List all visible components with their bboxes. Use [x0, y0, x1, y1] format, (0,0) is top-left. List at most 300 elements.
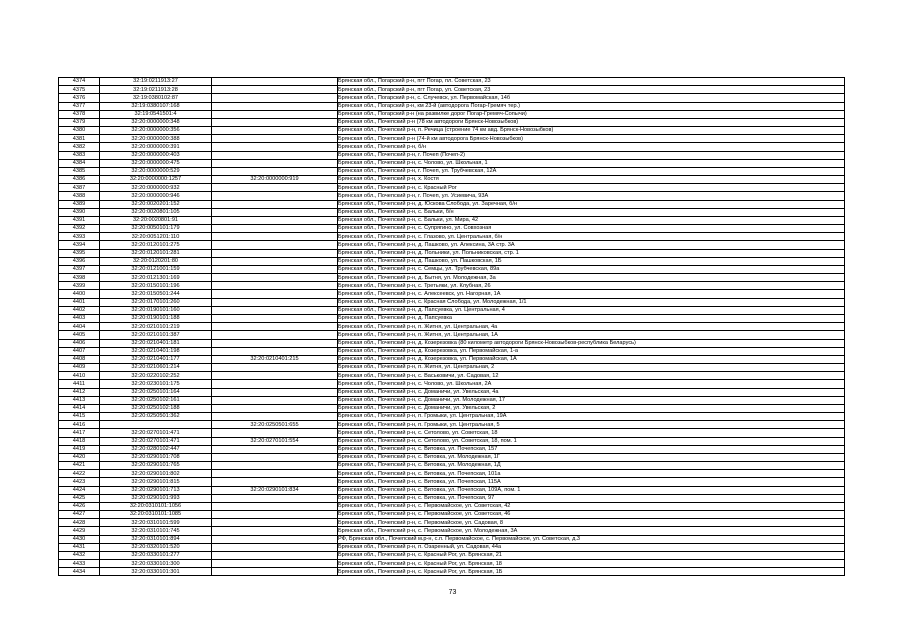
table-row: [59, 462, 845, 470]
address-cell: Брянская обл., Почепский р-н, с. Красный Рог, ул. Брянская, 1Б: [338, 568, 845, 576]
row-number-cell: 4412: [59, 388, 100, 396]
cadastral-number-cell: 32:20:0250501:362: [100, 413, 212, 421]
cadastral-number-cell: 32:20:0121301:169: [100, 274, 212, 282]
table-row: [59, 118, 845, 126]
table-row: [59, 265, 845, 273]
cadastral-number-cell: 32:20:0310101:599: [100, 519, 212, 527]
table-row: [59, 380, 845, 388]
address-cell: Брянская обл., Почепский р-н, п. Житня, ул. Центральная, 1А: [338, 331, 845, 339]
cadastral-number-cell: 32:20:0280102:447: [100, 445, 212, 453]
table-row: [59, 257, 845, 265]
row-number-cell: 4389: [59, 200, 100, 208]
address-cell: Брянская обл., Почепский р-н (74-й км автодорога Брянск-Новозыбков): [338, 135, 845, 143]
address-cell: Брянская обл., Почепский р-н, б/н: [338, 143, 845, 151]
cadastral-number-cell: 32:20:0330101:277: [100, 551, 212, 559]
table-row: [59, 200, 845, 208]
secondary-cadastral-number-cell: [212, 249, 338, 257]
table-row: [59, 298, 845, 306]
table-row: [59, 306, 845, 314]
row-number-cell: 4421: [59, 462, 100, 470]
secondary-cadastral-number-cell: [212, 470, 338, 478]
table-row: [59, 502, 845, 510]
cadastral-number-cell: 32:20:0330101:301: [100, 568, 212, 576]
cadastral-number-cell: 32:20:0170101:260: [100, 298, 212, 306]
secondary-cadastral-number-cell: [212, 110, 338, 118]
address-cell: Брянская обл., Почепский р-н, с. Красный Рог: [338, 184, 845, 192]
row-number-cell: 4431: [59, 543, 100, 551]
table-row: [59, 396, 845, 404]
secondary-cadastral-number-cell: [212, 94, 338, 102]
cadastral-number-cell: 32:20:0000000:388: [100, 135, 212, 143]
cadastral-number-cell: 32:19:0541501:4: [100, 110, 212, 118]
secondary-cadastral-number-cell: [212, 511, 338, 519]
row-number-cell: 4376: [59, 94, 100, 102]
address-cell: Брянская обл., Погарский р-н, км 23-й (автодорога Погар-Гремяч тер.): [338, 102, 845, 110]
secondary-cadastral-number-cell: [212, 339, 338, 347]
address-cell: Брянская обл., Почепский р-н, г. Почеп, ул. Усиевича, 93А: [338, 192, 845, 200]
secondary-cadastral-number-cell: [212, 184, 338, 192]
secondary-cadastral-number-cell: [212, 404, 338, 412]
cadastral-number-cell: 32:20:0000000:475: [100, 159, 212, 167]
secondary-cadastral-number-cell: 32:20:0210401:215: [212, 355, 338, 363]
cadastral-number-cell: 32:20:0250101:164: [100, 388, 212, 396]
table-row: [59, 551, 845, 559]
secondary-cadastral-number-cell: 32:20:0290101:834: [212, 486, 338, 494]
row-number-cell: 4404: [59, 323, 100, 331]
table-row: [59, 135, 845, 143]
table-row: [59, 78, 845, 86]
row-number-cell: 4425: [59, 494, 100, 502]
address-cell: Брянская обл., Почепский р-н, с. Первомайское, ул. Молодежная, 3А: [338, 527, 845, 535]
address-cell: Брянская обл., Почепский р-н, с. Доманичи, ул. Увельская, 4а: [338, 388, 845, 396]
secondary-cadastral-number-cell: [212, 364, 338, 372]
row-number-cell: 4411: [59, 380, 100, 388]
row-number-cell: 4434: [59, 568, 100, 576]
table-row: [59, 233, 845, 241]
table-row: [59, 192, 845, 200]
table-row: [59, 445, 845, 453]
address-cell: Брянская обл., Почепский р-н, д. Козерезовка (80 километр автодороги Брянск-Новозыбков-республика Беларусь): [338, 339, 845, 347]
table-row: [59, 314, 845, 322]
registry-table-body: [59, 78, 845, 576]
address-cell: Брянская обл., Почепский р-н, д. Бытня, ул. Молодежная, 3а: [338, 274, 845, 282]
secondary-cadastral-number-cell: [212, 208, 338, 216]
secondary-cadastral-number-cell: [212, 429, 338, 437]
address-cell: Брянская обл., Погарский р-н (на развилке дорог Погар-Гремяч-Сопычи): [338, 110, 845, 118]
address-cell: Брянская обл., Почепский р-н, с. Глазово, ул. Центральная, б/н: [338, 233, 845, 241]
secondary-cadastral-number-cell: [212, 380, 338, 388]
row-number-cell: 4413: [59, 396, 100, 404]
row-number-cell: 4407: [59, 347, 100, 355]
secondary-cadastral-number-cell: [212, 462, 338, 470]
address-cell: Брянская обл., Почепский р-н, п. Громыки, ул. Центральная, 5: [338, 421, 845, 429]
secondary-cadastral-number-cell: [212, 200, 338, 208]
table-row: [59, 127, 845, 135]
address-cell: Брянская обл., Почепский р-н, с. Доманичи, ул. Увельская, 2: [338, 404, 845, 412]
secondary-cadastral-number-cell: [212, 568, 338, 576]
table-row: [59, 543, 845, 551]
address-cell: Брянская обл., Почепский р-н, п. Житня, ул. Центральная, 4а: [338, 323, 845, 331]
row-number-cell: 4401: [59, 298, 100, 306]
secondary-cadastral-number-cell: [212, 413, 338, 421]
row-number-cell: 4375: [59, 86, 100, 94]
cadastral-number-cell: 32:20:0310101:1056: [100, 502, 212, 510]
row-number-cell: 4423: [59, 478, 100, 486]
secondary-cadastral-number-cell: [212, 118, 338, 126]
table-row: [59, 535, 845, 543]
secondary-cadastral-number-cell: [212, 159, 338, 167]
table-row: [59, 184, 845, 192]
secondary-cadastral-number-cell: [212, 453, 338, 461]
address-cell: Брянская обл., Погарский р-н, с. Случевск, ул. Первомайская, 14б: [338, 94, 845, 102]
table-row: [59, 511, 845, 519]
address-cell: Брянская обл., Почепский р-н, п. Громыки, ул. Центральная, 19А: [338, 413, 845, 421]
address-cell: Брянская обл., Почепский р-н, х. Костя: [338, 176, 845, 184]
secondary-cadastral-number-cell: [212, 192, 338, 200]
table-row: [59, 86, 845, 94]
secondary-cadastral-number-cell: [212, 560, 338, 568]
address-cell: Брянская обл., Почепский р-н, д. Пашково, ул. Пашковская, 1Б: [338, 257, 845, 265]
cadastral-number-cell: 32:20:0250102:161: [100, 396, 212, 404]
secondary-cadastral-number-cell: [212, 314, 338, 322]
cadastral-number-cell: 32:20:0020201:152: [100, 200, 212, 208]
row-number-cell: 4393: [59, 233, 100, 241]
address-cell: Брянская обл., Почепский р-н, с. Первомайское, ул. Советская, 46: [338, 511, 845, 519]
secondary-cadastral-number-cell: [212, 551, 338, 559]
cadastral-number-cell: 32:20:0310101:1085: [100, 511, 212, 519]
row-number-cell: 4416: [59, 421, 100, 429]
table-row: [59, 372, 845, 380]
row-number-cell: 4387: [59, 184, 100, 192]
cadastral-number-cell: 32:20:0020801:105: [100, 208, 212, 216]
row-number-cell: 4386: [59, 176, 100, 184]
cadastral-number-cell: 32:20:0000000:348: [100, 118, 212, 126]
row-number-cell: 4422: [59, 470, 100, 478]
table-row: [59, 151, 845, 159]
table-row: [59, 323, 845, 331]
secondary-cadastral-number-cell: [212, 241, 338, 249]
cadastral-number-cell: 32:20:0290101:993: [100, 494, 212, 502]
secondary-cadastral-number-cell: [212, 167, 338, 175]
address-cell: Брянская обл., Почепский р-н, с. Чолово, ул. Школьная, 1: [338, 159, 845, 167]
address-cell: Брянская обл., Погарский р-н, пгт Погар, ул. Советская, 23: [338, 86, 845, 94]
row-number-cell: 4392: [59, 225, 100, 233]
secondary-cadastral-number-cell: [212, 143, 338, 151]
table-row: [59, 494, 845, 502]
address-cell: Брянская обл., Почепский р-н, п. Житня, ул. Центральная, 2: [338, 364, 845, 372]
row-number-cell: 4405: [59, 331, 100, 339]
row-number-cell: 4398: [59, 274, 100, 282]
table-row: [59, 347, 845, 355]
cadastral-number-cell: 32:20:0150501:244: [100, 290, 212, 298]
cadastral-number-cell: 32:20:0220102:252: [100, 372, 212, 380]
row-number-cell: 4399: [59, 282, 100, 290]
cadastral-number-cell: 32:20:0250102:188: [100, 404, 212, 412]
secondary-cadastral-number-cell: [212, 494, 338, 502]
table-row: [59, 241, 845, 249]
secondary-cadastral-number-cell: [212, 519, 338, 527]
cadastral-number-cell: 32:20:0150101:196: [100, 282, 212, 290]
address-cell: Брянская обл., Почепский р-н, с. Семцы, ул. Трубчевская, 89а: [338, 265, 845, 273]
address-cell: Брянская обл., Почепский р-н, п. Озаренный, ул. Садовая, 44а: [338, 543, 845, 551]
address-cell: Брянская обл., Почепский р-н, с. Третьяки, ул. Клубная, 26: [338, 282, 845, 290]
cadastral-number-cell: 32:20:0270101:471: [100, 429, 212, 437]
address-cell: Брянская обл., Почепский р-н, п. Речица (строение 74 км авд. Брянск-Новозыбков): [338, 127, 845, 135]
cadastral-number-cell: 32:20:0290101:802: [100, 470, 212, 478]
row-number-cell: 4391: [59, 216, 100, 224]
address-cell: Брянская обл., Почепский р-н, с. Витовка, ул. Молодежная, 1Г: [338, 453, 845, 461]
table-row: [59, 486, 845, 494]
table-row: [59, 339, 845, 347]
secondary-cadastral-number-cell: [212, 323, 338, 331]
address-cell: Брянская обл., Почепский р-н, с. Чолово, ул. Школьная, 2А: [338, 380, 845, 388]
table-row: [59, 208, 845, 216]
secondary-cadastral-number-cell: [212, 102, 338, 110]
row-number-cell: 4432: [59, 551, 100, 559]
secondary-cadastral-number-cell: [212, 478, 338, 486]
secondary-cadastral-number-cell: 32:20:0270101:554: [212, 437, 338, 445]
address-cell: Брянская обл., Почепский р-н, д. Козерезовка, ул. Первомайская, 1А: [338, 355, 845, 363]
cadastral-number-cell: 32:20:0290101:765: [100, 462, 212, 470]
cadastral-number-cell: 32:20:0210401:181: [100, 339, 212, 347]
address-cell: Брянская обл., Почепский р-н, с. Первомайское, ул. Садовая, 8: [338, 519, 845, 527]
address-cell: Брянская обл., Почепский р-н, с. Витовка, ул. Почепская, 101а: [338, 470, 845, 478]
secondary-cadastral-number-cell: 32:20:0250501:655: [212, 421, 338, 429]
address-cell: Брянская обл., Почепский р-н, д. Польники, ул. Польниковская, стр. 1: [338, 249, 845, 257]
secondary-cadastral-number-cell: 32:20:0000000:919: [212, 176, 338, 184]
secondary-cadastral-number-cell: [212, 331, 338, 339]
secondary-cadastral-number-cell: [212, 282, 338, 290]
cadastral-number-cell: 32:20:0190101:188: [100, 314, 212, 322]
table-row: [59, 355, 845, 363]
cadastral-number-cell: 32:19:0380107:168: [100, 102, 212, 110]
cadastral-number-cell: 32:20:0330101:300: [100, 560, 212, 568]
row-number-cell: 4380: [59, 127, 100, 135]
table-row: [59, 519, 845, 527]
table-row: [59, 421, 845, 429]
table-row: [59, 437, 845, 445]
row-number-cell: 4388: [59, 192, 100, 200]
secondary-cadastral-number-cell: [212, 306, 338, 314]
row-number-cell: 4419: [59, 445, 100, 453]
row-number-cell: 4424: [59, 486, 100, 494]
cadastral-number-cell: 32:20:0000000:391: [100, 143, 212, 151]
cadastral-number-cell: 32:20:0210101:219: [100, 323, 212, 331]
table-row: [59, 143, 845, 151]
address-cell: Брянская обл., Почепский р-н, г. Почеп (Почеп-2): [338, 151, 845, 159]
address-cell: Брянская обл., Почепский р-н, с. Красная Слобода, ул. Молодежная, 1/1: [338, 298, 845, 306]
table-row: [59, 274, 845, 282]
address-cell: Брянская обл., Почепский р-н, с. Алексеевск, ул. Нагорная, 1А: [338, 290, 845, 298]
row-number-cell: 4430: [59, 535, 100, 543]
secondary-cadastral-number-cell: [212, 135, 338, 143]
page-number: 73: [448, 589, 457, 596]
secondary-cadastral-number-cell: [212, 535, 338, 543]
row-number-cell: 4379: [59, 118, 100, 126]
secondary-cadastral-number-cell: [212, 265, 338, 273]
cadastral-number-cell: [100, 421, 212, 429]
address-cell: Брянская обл., Почепский р-н, с. Витовка, ул. Почепская, 109А, пом. 1: [338, 486, 845, 494]
row-number-cell: 4410: [59, 372, 100, 380]
address-cell: Брянская обл., Почепский р-н (78 км автодороги Брянск-Новозыбков): [338, 118, 845, 126]
address-cell: Брянская обл., Погарский р-н, пгт Погар, пл. Советская, 23: [338, 78, 845, 86]
table-row: [59, 453, 845, 461]
cadastral-number-cell: 32:19:0211913:27: [100, 78, 212, 86]
row-number-cell: 4382: [59, 143, 100, 151]
cadastral-number-cell: 32:20:0290101:815: [100, 478, 212, 486]
cadastral-number-cell: 32:20:0210101:387: [100, 331, 212, 339]
address-cell: Брянская обл., Почепский р-н, с. Красный Рог, ул. Брянская, 21: [338, 551, 845, 559]
table-row: [59, 225, 845, 233]
table-row: [59, 470, 845, 478]
cadastral-number-cell: 32:20:0020801:91: [100, 216, 212, 224]
row-number-cell: 4385: [59, 167, 100, 175]
secondary-cadastral-number-cell: [212, 86, 338, 94]
row-number-cell: 4377: [59, 102, 100, 110]
table-row: [59, 249, 845, 257]
address-cell: Брянская обл., Почепский р-н, с. Витовка, ул. Почепская, 97: [338, 494, 845, 502]
row-number-cell: 4426: [59, 502, 100, 510]
secondary-cadastral-number-cell: [212, 527, 338, 535]
address-cell: Брянская обл., Почепский р-н, с. Витовка, ул. Молодежная, 1Д: [338, 462, 845, 470]
table-row: [59, 290, 845, 298]
row-number-cell: 4390: [59, 208, 100, 216]
table-row: [59, 167, 845, 175]
cadastral-number-cell: 32:20:0120101:281: [100, 249, 212, 257]
cadastral-number-cell: 32:20:0310101:894: [100, 535, 212, 543]
cadastral-number-cell: 32:20:0210401:177: [100, 355, 212, 363]
row-number-cell: 4394: [59, 241, 100, 249]
table-row: [59, 159, 845, 167]
address-cell: Брянская обл., Почепский р-н, д. Козерезовка, ул. Первомайская, 1-а: [338, 347, 845, 355]
secondary-cadastral-number-cell: [212, 388, 338, 396]
secondary-cadastral-number-cell: [212, 290, 338, 298]
secondary-cadastral-number-cell: [212, 225, 338, 233]
secondary-cadastral-number-cell: [212, 396, 338, 404]
row-number-cell: 4400: [59, 290, 100, 298]
row-number-cell: 4383: [59, 151, 100, 159]
address-cell: Брянская обл., Почепский р-н, г. Почеп, ул. Трубчевская, 12А: [338, 167, 845, 175]
address-cell: РФ, Брянская обл., Почепский м.р-н, с.п. Первомайское, с. Первомайское, ул. Советская, д.3: [338, 535, 845, 543]
secondary-cadastral-number-cell: [212, 347, 338, 355]
cadastral-number-cell: 32:20:0121001:159: [100, 265, 212, 273]
secondary-cadastral-number-cell: [212, 445, 338, 453]
row-number-cell: 4428: [59, 519, 100, 527]
secondary-cadastral-number-cell: [212, 78, 338, 86]
address-cell: Брянская обл., Почепский р-н, с. Сетолово, ул. Советская, 18: [338, 429, 845, 437]
table-row: [59, 176, 845, 184]
cadastral-number-cell: 32:20:0270101:471: [100, 437, 212, 445]
address-cell: Брянская обл., Почепский р-н, с. Супрягино, ул. Совхозная: [338, 225, 845, 233]
cadastral-number-cell: 32:20:0290101:708: [100, 453, 212, 461]
address-cell: Брянская обл., Почепский р-н, с. Первомайское, ул. Советская, 42: [338, 502, 845, 510]
secondary-cadastral-number-cell: [212, 502, 338, 510]
registry-table: [58, 77, 845, 576]
table-row: [59, 560, 845, 568]
address-cell: Брянская обл., Почепский р-н, с. Сетолово, ул. Советская, 18, пом. 1: [338, 437, 845, 445]
table-row: [59, 527, 845, 535]
row-number-cell: 4406: [59, 339, 100, 347]
row-number-cell: 4427: [59, 511, 100, 519]
table-row: [59, 331, 845, 339]
cadastral-number-cell: 32:20:0120101:275: [100, 241, 212, 249]
row-number-cell: 4395: [59, 249, 100, 257]
table-row: [59, 110, 845, 118]
cadastral-number-cell: 32:20:0310101:745: [100, 527, 212, 535]
cadastral-number-cell: 32:19:0211913:28: [100, 86, 212, 94]
address-cell: Брянская обл., Почепский р-н, д. Пашково, ул. Алексина, 3А стр. 3А: [338, 241, 845, 249]
address-cell: Брянская обл., Почепский р-н, д. Юскова Слобода, ул. Заречная, б/н: [338, 200, 845, 208]
row-number-cell: 4429: [59, 527, 100, 535]
row-number-cell: 4374: [59, 78, 100, 86]
cadastral-number-cell: 32:19:0380102:87: [100, 94, 212, 102]
cadastral-number-cell: 32:20:0290101:713: [100, 486, 212, 494]
row-number-cell: 4403: [59, 314, 100, 322]
row-number-cell: 4414: [59, 404, 100, 412]
table-row: [59, 216, 845, 224]
table-row: [59, 388, 845, 396]
address-cell: Брянская обл., Почепский р-н, д. Папсуевка: [338, 314, 845, 322]
address-cell: Брянская обл., Почепский р-н, с. Доманичи, ул. Молодежная, 17: [338, 396, 845, 404]
cadastral-number-cell: 32:20:0000000:946: [100, 192, 212, 200]
cadastral-number-cell: 32:20:0230101:175: [100, 380, 212, 388]
row-number-cell: 4409: [59, 364, 100, 372]
cadastral-number-cell: 32:20:0000000:529: [100, 167, 212, 175]
row-number-cell: 4381: [59, 135, 100, 143]
row-number-cell: 4417: [59, 429, 100, 437]
secondary-cadastral-number-cell: [212, 233, 338, 241]
table-row: [59, 364, 845, 372]
row-number-cell: 4415: [59, 413, 100, 421]
table-row: [59, 94, 845, 102]
table-row: [59, 282, 845, 290]
cadastral-number-cell: 32:20:0210601:214: [100, 364, 212, 372]
row-number-cell: 4408: [59, 355, 100, 363]
cadastral-number-cell: 32:20:0210401:198: [100, 347, 212, 355]
secondary-cadastral-number-cell: [212, 257, 338, 265]
address-cell: Брянская обл., Почепский р-н, с. Витовка, ул. Почепская, 157: [338, 445, 845, 453]
table-row: [59, 478, 845, 486]
secondary-cadastral-number-cell: [212, 372, 338, 380]
row-number-cell: 4378: [59, 110, 100, 118]
cadastral-number-cell: 32:20:0120201:80: [100, 257, 212, 265]
cadastral-number-cell: 32:20:0000000:932: [100, 184, 212, 192]
address-cell: Брянская обл., Почепский р-н, с. Бальки, ул. Мира, 42: [338, 216, 845, 224]
cadastral-number-cell: 32:20:0000000:403: [100, 151, 212, 159]
secondary-cadastral-number-cell: [212, 274, 338, 282]
secondary-cadastral-number-cell: [212, 298, 338, 306]
row-number-cell: 4397: [59, 265, 100, 273]
row-number-cell: 4402: [59, 306, 100, 314]
table-row: [59, 404, 845, 412]
cadastral-number-cell: 32:20:0000000:356: [100, 127, 212, 135]
row-number-cell: 4396: [59, 257, 100, 265]
cadastral-number-cell: 32:20:0320101:520: [100, 543, 212, 551]
table-row: [59, 429, 845, 437]
address-cell: Брянская обл., Почепский р-н, с. Бальки, б/н: [338, 208, 845, 216]
cadastral-number-cell: 32:20:0050101:179: [100, 225, 212, 233]
table-row: [59, 102, 845, 110]
address-cell: Брянская обл., Почепский р-н, д. Папсуевка, ул. Центральная, 4: [338, 306, 845, 314]
row-number-cell: 4433: [59, 560, 100, 568]
address-cell: Брянская обл., Почепский р-н, с. Красный Рог, ул. Брянская, 18: [338, 560, 845, 568]
address-cell: Брянская обл., Почепский р-н, с. Васьковичи, ул. Садовая, 12: [338, 372, 845, 380]
row-number-cell: 4418: [59, 437, 100, 445]
secondary-cadastral-number-cell: [212, 127, 338, 135]
table-row: [59, 413, 845, 421]
address-cell: Брянская обл., Почепский р-н, с. Витовка, ул. Почепская, 115А: [338, 478, 845, 486]
cadastral-number-cell: 32:20:0190101:160: [100, 306, 212, 314]
